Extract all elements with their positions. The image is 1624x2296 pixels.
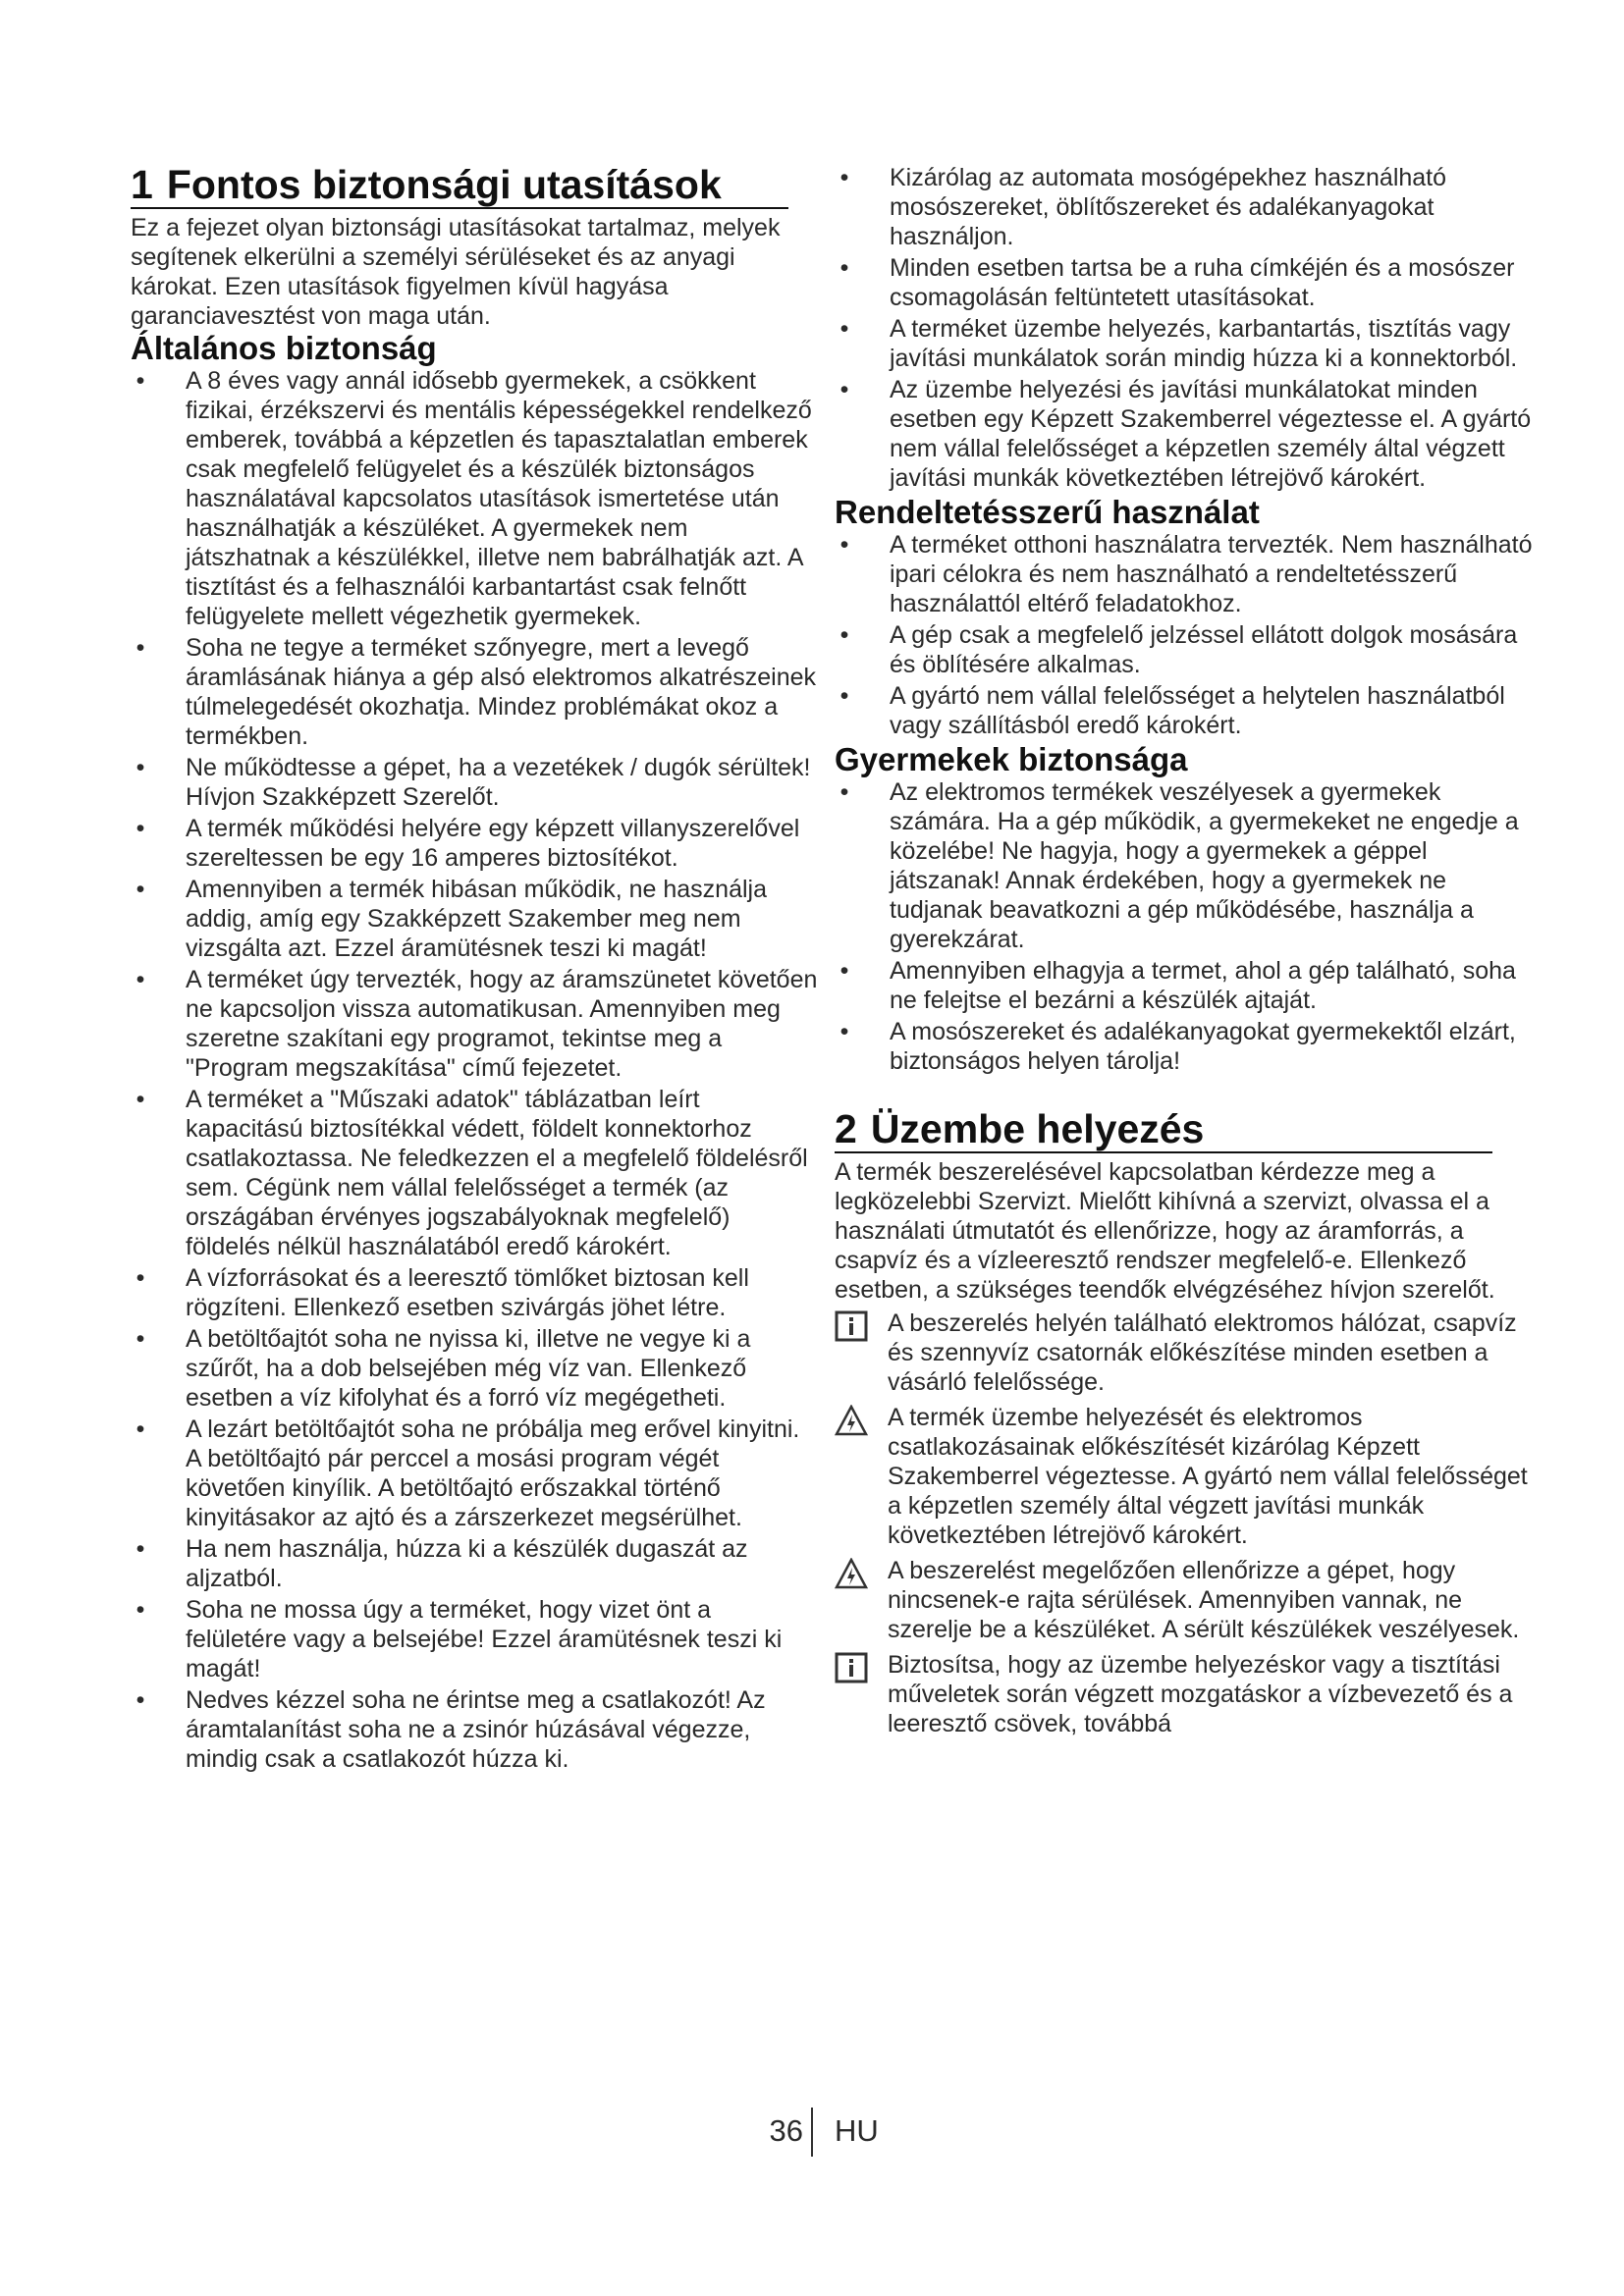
note-warning xyxy=(835,1403,1534,1550)
general-safety-list xyxy=(131,366,818,1774)
list-item xyxy=(131,753,818,812)
list-item-text: Amennyiben a termék hibásan működik, ne használja addig, amíg egy Szakképzett Szakember meg nem vizsgálta azt. Ezzel áramütésnek teszi ki magát! xyxy=(186,876,768,962)
bullet-icon: • xyxy=(839,621,849,649)
bullet-icon: • xyxy=(135,634,145,662)
list-item-text: A gép csak a megfelelő jelzéssel ellátott dolgok mosására és öblítésére alkalmas. xyxy=(890,621,1518,678)
list-item-text: A termék működési helyére egy képzett villanyszerelővel szereltessen be egy 16 amperes biztosítékot. xyxy=(186,815,800,872)
list-item xyxy=(131,633,818,751)
bullet-icon: • xyxy=(839,376,849,403)
list-item xyxy=(131,875,818,963)
list-item xyxy=(835,1017,1534,1076)
list-item-text: Nedves kézzel soha ne érintse meg a csatlakozót! Az áramtalanítást soha ne a zsinór húzásával végezze, mindig csak a csatlakozót húzza ki. xyxy=(186,1686,766,1773)
bullet-icon: • xyxy=(135,876,145,903)
list-item xyxy=(131,366,818,631)
list-item-text: Amennyiben elhagyja a termet, ahol a gép található, soha ne felejtse el bezárni a készülék ajtaját. xyxy=(890,957,1516,1014)
list-item-text: Kizárólag az automata mosógépekhez használható mosószereket, öblítőszereket és adalékanyagokat használjon. xyxy=(890,164,1447,250)
list-item xyxy=(131,1085,818,1261)
bullet-icon: • xyxy=(839,531,849,559)
section-2-title: Üzembe helyezés xyxy=(870,1106,1205,1151)
list-item xyxy=(835,163,1534,251)
note-warning xyxy=(835,1556,1534,1644)
bullet-icon: • xyxy=(839,1018,849,1045)
section-2-number: 2 xyxy=(835,1106,857,1151)
bullet-icon: • xyxy=(135,1264,145,1292)
note-text: A beszerelés helyén található elektromos hálózat, csapvíz és szennyvíz csatornák előkészítése minden esetben a vásárló felelőssége. xyxy=(888,1309,1517,1396)
bullet-icon: • xyxy=(839,957,849,985)
list-item xyxy=(131,1324,818,1413)
list-item-text: A terméket otthoni használatra tervezték. Nem használható ipari célokra és nem használható a rendeltetésszerű használattól eltérő feladatokhoz. xyxy=(890,531,1533,617)
info-icon xyxy=(835,1652,868,1683)
bullet-icon: • xyxy=(135,1596,145,1624)
list-item-text: A betöltőajtót soha ne nyissa ki, illetve ne vegye ki a szűrőt, ha a dob belsejében még víz van. Ellenkező esetben a víz kifolyhat és a forró víz megégetheti. xyxy=(186,1325,751,1412)
list-item-text: Soha ne tegye a terméket szőnyegre, mert a levegő áramlásának hiánya a gép alsó elektromos alkatrészeinek túlmelegedését okozhatja. Mindez problémákat okoz a termékben. xyxy=(186,634,817,750)
footer-divider xyxy=(811,2108,813,2157)
bullet-icon: • xyxy=(839,778,849,806)
list-item-text: Ne működtesse a gépet, ha a vezetékek / dugók sérültek! Hívjon Szakképzett Szerelőt. xyxy=(186,754,811,811)
list-item-text: A gyártó nem vállal felelősséget a helytelen használatból vagy szállításból eredő károkért. xyxy=(890,682,1505,739)
section-2-heading xyxy=(835,1107,1492,1153)
section-2-intro: A termék beszerelésével kapcsolatban kérdezze meg a legközelebbi Szervizt. Mielőtt kihívná a szervizt, olvassa el a használati útmutatót és ellenőrizze, hogy az áramforrás, a csapvíz és a vízleeresztő rendszer megfelelő-e. Ellenkező esetben, a szükséges teendők elvégzéséhez hívjon szerelőt. xyxy=(835,1158,1495,1304)
general-safety-heading: Általános biztonság xyxy=(131,330,437,366)
intended-use-heading: Rendeltetésszerű használat xyxy=(835,494,1260,530)
list-item xyxy=(131,1415,818,1532)
bullet-icon: • xyxy=(135,1535,145,1563)
list-item xyxy=(835,314,1534,373)
note-text: A termék üzembe helyezését és elektromos csatlakozásainak előkészítését kizárólag Képzett Szakemberrel végeztesse. A gyártó nem vállal felelősséget a képzetlen személy által végzett javítási munkák következtében létrejövő károkért. xyxy=(888,1404,1528,1549)
bullet-icon: • xyxy=(839,254,849,282)
bullet-icon: • xyxy=(135,367,145,395)
list-item-text: A terméket üzembe helyezés, karbantartás, tisztítás vagy javítási munkálatok során mindig húzza ki a konnektorból. xyxy=(890,315,1518,372)
list-item xyxy=(131,1595,818,1683)
section-1-intro: Ez a fejezet olyan biztonsági utasításokat tartalmaz, melyek segítenek elkerülni a személyi sérüléseket és az anyagi károkat. Ezen utasítások figyelmen kívül hagyása garanciavesztést von maga után. xyxy=(131,214,781,330)
child-safety-list xyxy=(835,777,1534,1076)
list-item xyxy=(131,965,818,1083)
bullet-icon: • xyxy=(839,315,849,343)
general-safety-list-continued xyxy=(835,163,1534,493)
right-column xyxy=(835,163,1534,1744)
list-item xyxy=(835,620,1534,679)
list-item-text: A terméket úgy tervezték, hogy az áramszünetet követően ne kapcsoljon vissza automatikusan. Amennyiben meg szeretne szakítani egy programot, tekintse meg a "Program megszakítása" című fejezetet. xyxy=(186,966,818,1082)
left-column xyxy=(131,163,818,1776)
list-item xyxy=(835,253,1534,312)
list-item-text: Az elektromos termékek veszélyesek a gyermekek számára. Ha a gép működik, a gyermekeket ne engedje a közelébe! Ne hagyja, hogy a gyermekek a géppel játszanak! Annak érdekében, hogy a gyermekek ne tudjanak beavatkozni a gép működésébe, használja a gyerekzárat. xyxy=(890,778,1519,953)
bullet-icon: • xyxy=(839,164,849,191)
note-text: Biztosítsa, hogy az üzembe helyezéskor vagy a tisztítási műveletek során végzett mozgatáskor a vízbevezető és a leeresztő csövek, továbbá xyxy=(888,1651,1513,1737)
child-safety-heading: Gyermekek biztonsága xyxy=(835,741,1188,777)
list-item-text: A lezárt betöltőajtót soha ne próbálja meg erővel kinyitni. A betöltőajtó pár perccel a mosási program végét követően kinyílik. A betöltőajtó erőszakkal történő kinyitásakor az ajtó és a zárszerkezet megsérülhet. xyxy=(186,1415,800,1531)
bullet-icon: • xyxy=(135,1686,145,1714)
list-item xyxy=(131,814,818,873)
info-icon xyxy=(835,1310,868,1342)
language-code: HU xyxy=(835,2113,879,2148)
list-item xyxy=(131,1263,818,1322)
list-item-text: A vízforrásokat és a leeresztő tömlőket biztosan kell rögzíteni. Ellenkező esetben szivárgás jöhet létre. xyxy=(186,1264,749,1321)
section-1-heading xyxy=(131,163,788,209)
list-item-text: Az üzembe helyezési és javítási munkálatokat minden esetben egy Képzett Szakemberrel végeztesse el. A gyártó nem vállal felelősséget a képzetlen személy által végzett javítási munkák következtében létrejövő károkért. xyxy=(890,376,1532,492)
warning-icon xyxy=(835,1405,868,1436)
bullet-icon: • xyxy=(135,754,145,781)
page-number: 36 xyxy=(769,2113,803,2148)
note-info xyxy=(835,1308,1534,1397)
note-text: A beszerelést megelőzően ellenőrizze a gépet, hogy nincsenek-e rajta sérülések. Amennyiben vannak, ne szerelje be a készüléket. A sérült készülékek veszélyesek. xyxy=(888,1557,1520,1643)
list-item xyxy=(835,375,1534,493)
list-item xyxy=(131,1534,818,1593)
warning-icon xyxy=(835,1558,868,1589)
bullet-icon: • xyxy=(135,966,145,993)
list-item xyxy=(835,530,1534,618)
list-item-text: Soha ne mossa úgy a terméket, hogy vizet önt a felületére vagy a belsejébe! Ezzel áramütésnek teszi ki magát! xyxy=(186,1596,783,1682)
section-1-number: 1 xyxy=(131,162,153,207)
list-item-text: Minden esetben tartsa be a ruha címkéjén és a mosószer csomagolásán feltüntetett utasításokat. xyxy=(890,254,1515,311)
list-item xyxy=(131,1685,818,1774)
section-1-title: Fontos biztonsági utasítások xyxy=(166,162,722,207)
note-info xyxy=(835,1650,1534,1738)
list-item xyxy=(835,681,1534,740)
list-item-text: A mosószereket és adalékanyagokat gyermekektől elzárt, biztonságos helyen tárolja! xyxy=(890,1018,1516,1075)
bullet-icon: • xyxy=(135,1415,145,1443)
intended-use-list xyxy=(835,530,1534,740)
list-item xyxy=(835,956,1534,1015)
page-footer xyxy=(0,2108,1624,2157)
list-item-text: A 8 éves vagy annál idősebb gyermekek, a csökkent fizikai, érzékszervi és mentális képességekkel rendelkező emberek, továbbá a képzetlen és tapasztalatlan emberek csak megfelelő felügyelet és a készülék biztonságos használatával kapcsolatos utasítások ismertetése után használhatják a készüléket. A gyermekek nem játszhatnak a készülékkel, illetve nem babrálhatják azt. A tisztítást és a felhasználói karbantartást csak felnőtt felügyelete mellett végezhetik gyermekek. xyxy=(186,367,812,630)
bullet-icon: • xyxy=(839,682,849,710)
bullet-icon: • xyxy=(135,815,145,842)
list-item-text: A terméket a "Műszaki adatok" táblázatban leírt kapacitású biztosítékkal védett, földelt konnektorhoz csatlakoztassa. Ne feledkezzen el a megfelelő földelésről sem. Cégünk nem vállal felelősséget a termék (az országában érvényes jogszabályoknak megfelelő) földelés nélkül használatából eredő károkért. xyxy=(186,1086,808,1260)
bullet-icon: • xyxy=(135,1086,145,1113)
list-item-text: Ha nem használja, húzza ki a készülék dugaszát az aljzatból. xyxy=(186,1535,748,1592)
list-item xyxy=(835,777,1534,954)
bullet-icon: • xyxy=(135,1325,145,1353)
